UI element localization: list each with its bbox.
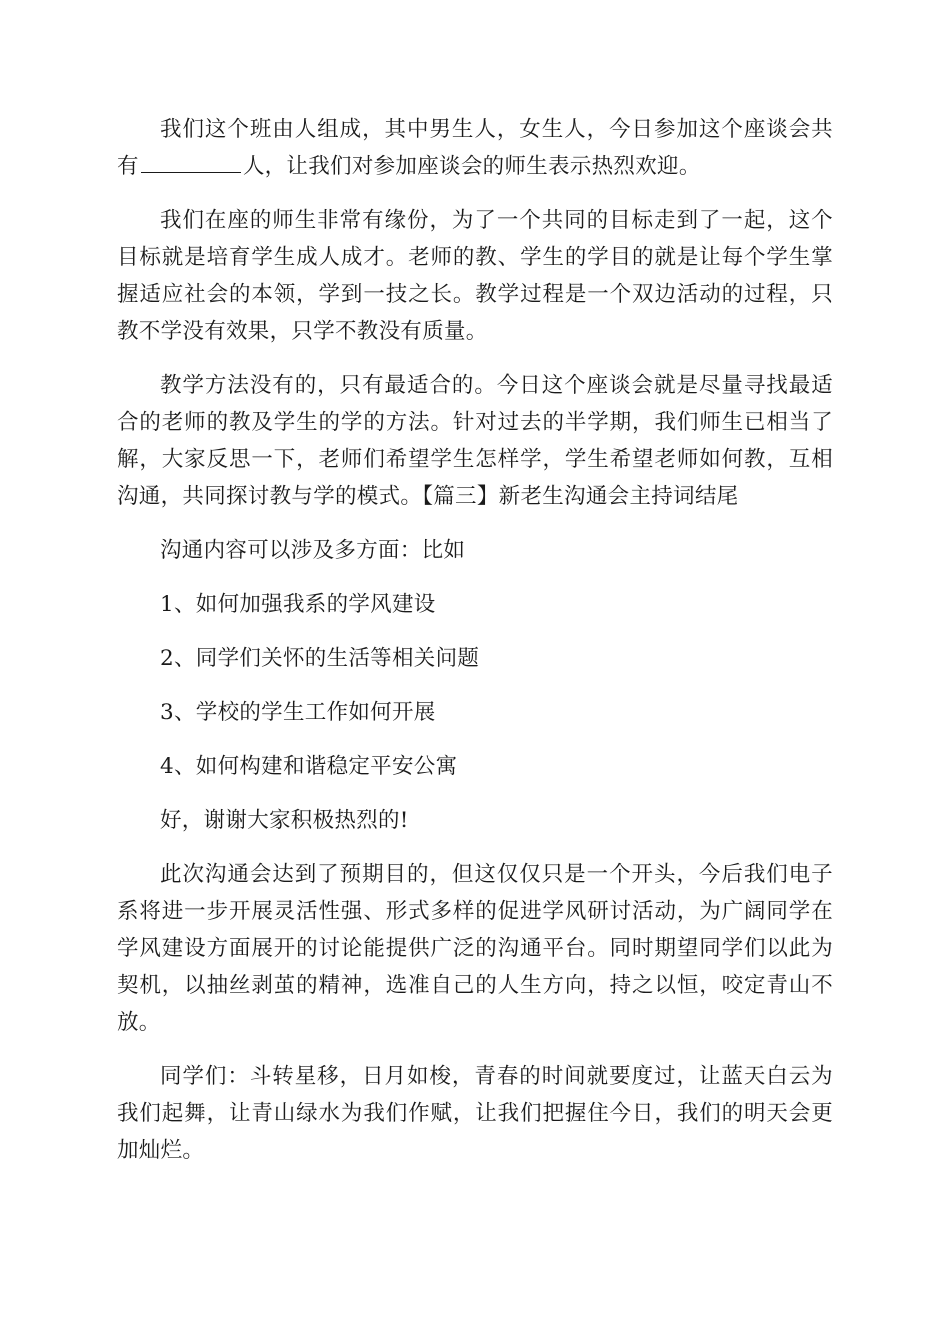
paragraph-attendance-part2: 人，让我们对参加座谈会的师生表示热烈欢迎。 — [242, 154, 701, 179]
document-body — [117, 111, 833, 1186]
list-item: 4、如何构建和谐稳定平安公寓 — [160, 754, 458, 779]
paragraph-teachers-students: 我们在座的师生非常有缘份，为了一个共同的目标走到了一起，这个目标就是培育学生成人成才。老师的教、学生的学目的就是让每个学生掌握适应社会的本领，学到一技之长。教学过程是一个双边活动的过程，只教不学没有效果，只学不教没有质量。 — [117, 208, 833, 344]
paragraph-conclusion: 此次沟通会达到了预期目的，但这仅仅只是一个开头，今后我们电子系将进一步开展灵活性强、形式多样的促进学风研讨活动，为广阔同学在学风建设方面展开的讨论能提供广泛的沟通平台。同时期望同学们以此为契机，以抽丝剥茧的精神，选准自己的人生方向，持之以恒，咬定青山不放。 — [117, 862, 833, 1035]
paragraph-attendance — [117, 111, 833, 185]
paragraph-teaching-methods: 教学方法没有的，只有最适合的。今日这个座谈会就是尽量寻找最适合的老师的教及学生的学的方法。针对过去的半学期，我们师生已相当了解，大家反思一下，老师们希望学生怎样学，学生希望老师如何教，互相沟通，共同探讨教与学的模式。【篇三】新老生沟通会主持词结尾 — [117, 373, 833, 509]
fill-in-blank — [141, 171, 241, 173]
list-item: 1、如何加强我系的学风建设 — [160, 592, 436, 617]
paragraph-closing: 同学们：斗转星移，日月如梭，青春的时间就要度过，让蓝天白云为我们起舞，让青山绿水为我们作赋，让我们把握住今日，我们的明天会更加灿烂。 — [117, 1064, 833, 1163]
paragraph-attendance-part1: 我们这个班由人组成，其中男生人，女生人，今日参加这个座谈会共有 — [117, 117, 833, 179]
paragraph-thanks: 好，谢谢大家积极热烈的! — [160, 808, 409, 833]
list-item: 2、同学们关怀的生活等相关问题 — [160, 646, 480, 671]
list-item: 3、学校的学生工作如何开展 — [160, 700, 436, 725]
paragraph-topics-intro: 沟通内容可以涉及多方面：比如 — [160, 538, 466, 563]
